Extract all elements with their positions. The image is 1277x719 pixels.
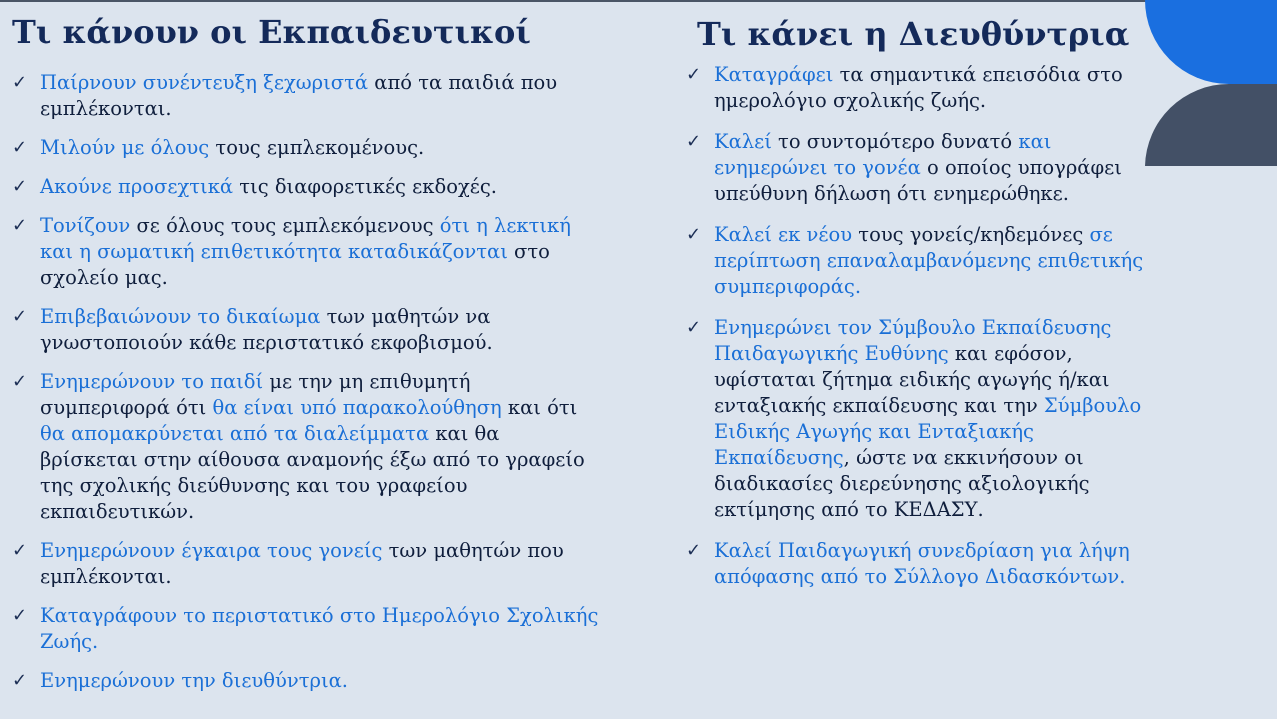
highlighted-text: Καλεί xyxy=(714,130,772,153)
principal-list-item xyxy=(684,62,1144,114)
teachers-list-item xyxy=(10,213,600,291)
teachers-list-item xyxy=(10,603,600,655)
principal-list-item xyxy=(684,315,1144,523)
highlighted-text: Μιλούν με όλους xyxy=(40,136,210,159)
check-icon: ✓ xyxy=(12,176,28,197)
teachers-title: Τι κάνουν οι Εκπαιδευτικοί xyxy=(12,13,531,51)
item-text: τα σημαντικά επεισόδια στο ημερολόγιο σχολικής ζωής. xyxy=(714,63,1123,112)
principal-list-item xyxy=(684,538,1144,590)
check-icon: ✓ xyxy=(12,215,28,236)
check-icon: ✓ xyxy=(12,137,28,158)
teachers-list-item xyxy=(10,538,600,590)
slate-quarter-shape xyxy=(1145,84,1277,166)
highlighted-text: Ενημερώνουν το παιδί xyxy=(40,370,264,393)
highlighted-text: Σύμβουλο Ειδικής Αγωγής και Ενταξιακής Εκπαίδευσης xyxy=(714,394,1142,469)
item-text: σε όλους τους εμπλεκόμενους xyxy=(130,214,440,237)
highlighted-text: Παίρνουν συνέντευξη ξεχωριστά xyxy=(40,71,369,94)
teachers-list-item xyxy=(10,668,600,694)
highlighted-text: Καταγράφουν το περιστατικό στο Ημερολόγιο Σχολικής Ζωής. xyxy=(40,604,599,653)
principal-title: Τι κάνει η Διευθύντρια xyxy=(697,15,1130,53)
check-icon: ✓ xyxy=(686,317,702,338)
highlighted-text: ότι η λεκτική και η σωματική επιθετικότητα καταδικάζονται xyxy=(40,214,571,263)
check-icon: ✓ xyxy=(12,670,28,691)
teachers-list-item xyxy=(10,304,600,356)
highlighted-text: Ενημερώνει τον Σύμβουλο Εκπαίδευσης Παιδαγωγικής Ευθύνης xyxy=(714,316,1112,365)
highlighted-text: Καλεί εκ νέου xyxy=(714,223,853,246)
check-icon: ✓ xyxy=(686,131,702,152)
blue-quarter-shape xyxy=(1145,0,1277,84)
item-text: και ότι xyxy=(501,396,578,419)
item-text: των μαθητών να γνωστοποιούν κάθε περιστατικό εκφοβισμού. xyxy=(40,305,493,354)
highlighted-text: Καλεί Παιδαγωγική συνεδρίαση για λήψη απόφασης από το Σύλλογο Διδασκόντων. xyxy=(714,539,1130,588)
item-text: το συντομότερο δυνατό xyxy=(771,130,1019,153)
item-text: με την μη επιθυμητή συμπεριφορά ότι xyxy=(40,370,471,419)
item-text: ο οποίος υπογράφει υπεύθυνη δήλωση ότι ενημερώθηκε. xyxy=(714,156,1122,205)
check-icon: ✓ xyxy=(12,540,28,561)
check-icon: ✓ xyxy=(12,605,28,626)
item-text: τους εμπλεκομένους. xyxy=(209,136,425,159)
highlighted-text: Ενημερώνουν έγκαιρα τους γονείς xyxy=(40,539,383,562)
highlighted-text: θα απομακρύνεται από τα διαλείμματα xyxy=(40,422,430,445)
item-text: των μαθητών που εμπλέκονται. xyxy=(40,539,564,588)
highlighted-text: θα είναι υπό παρακολούθηση xyxy=(212,396,502,419)
item-text: από τα παιδιά που εμπλέκονται. xyxy=(40,71,558,120)
check-icon: ✓ xyxy=(686,224,702,245)
item-text: τις διαφορετικές εκδοχές. xyxy=(233,175,497,198)
check-icon: ✓ xyxy=(12,306,28,327)
principal-list-item xyxy=(684,129,1144,207)
item-text: και εφόσον, υφίσταται ζήτημα ειδικής αγωγής ή/και ενταξιακής εκπαίδευσης και την xyxy=(714,342,1110,417)
highlighted-text: Ακούνε προσεχτικά xyxy=(40,175,234,198)
highlighted-text: Καταγράφει xyxy=(714,63,834,86)
item-text: στο σχολείο μας. xyxy=(40,240,550,289)
teachers-list-item xyxy=(10,70,600,122)
check-icon: ✓ xyxy=(686,540,702,561)
teachers-list-item xyxy=(10,369,600,525)
teachers-list-item xyxy=(10,135,600,161)
check-icon: ✓ xyxy=(12,371,28,392)
principal-list xyxy=(684,62,1144,605)
highlighted-text: Ενημερώνουν την διευθύντρια. xyxy=(40,669,348,692)
check-icon: ✓ xyxy=(686,64,702,85)
item-text: και θα βρίσκεται στην αίθουσα αναμονής έξω από το γραφείο της σχολικής διεύθυνσης και του γραφείου εκπαιδευτικών. xyxy=(40,422,585,523)
item-text: , ώστε να εκκινήσουν οι διαδικασίες διερεύνησης αξιολογικής εκτίμησης από το ΚΕΔΑΣΥ. xyxy=(714,446,1090,521)
decorative-shapes xyxy=(1145,0,1277,170)
highlighted-text: και ενημερώνει το γονέα xyxy=(714,130,1052,179)
top-border-line xyxy=(0,0,1277,2)
teachers-list xyxy=(10,70,600,707)
highlighted-text: σε περίπτωση επαναλαμβανόμενης επιθετικής συμπεριφοράς. xyxy=(714,223,1144,298)
highlighted-text: Τονίζουν xyxy=(40,214,131,237)
check-icon: ✓ xyxy=(12,72,28,93)
highlighted-text: Επιβεβαιώνουν το δικαίωμα xyxy=(40,305,321,328)
principal-list-item xyxy=(684,222,1144,300)
teachers-list-item xyxy=(10,174,600,200)
item-text: τους γονείς/κηδεμόνες xyxy=(852,223,1090,246)
